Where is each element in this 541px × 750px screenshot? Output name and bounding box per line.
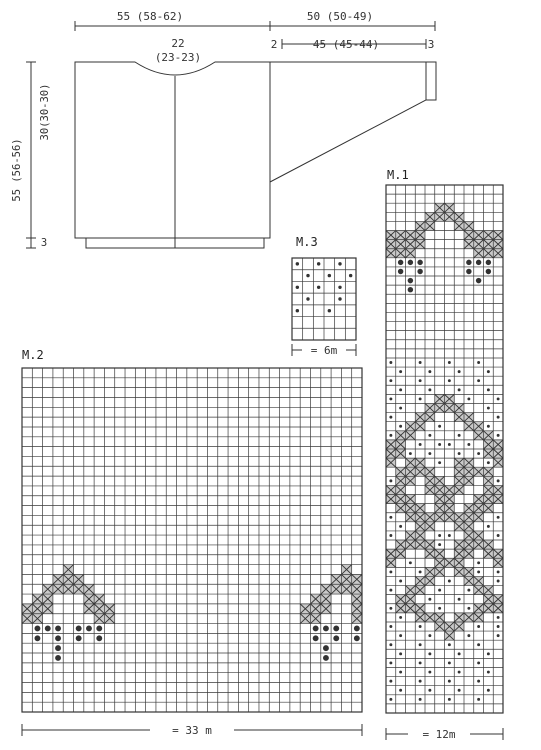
small-dot-stitch — [389, 534, 392, 537]
small-dot-stitch — [399, 370, 402, 373]
large-dot-stitch — [466, 269, 471, 274]
large-dot-stitch — [466, 260, 471, 265]
small-dot-stitch — [497, 516, 500, 519]
small-dot-stitch — [409, 452, 412, 455]
large-dot-stitch — [417, 260, 422, 265]
large-dot-stitch — [323, 655, 329, 661]
small-dot-stitch — [338, 262, 341, 265]
small-dot-stitch — [448, 661, 451, 664]
large-dot-stitch — [76, 626, 82, 632]
small-dot-stitch — [389, 625, 392, 628]
small-dot-stitch — [438, 607, 441, 610]
armhole-length-label: 30(30-30) — [39, 83, 51, 141]
small-dot-stitch — [497, 634, 500, 637]
large-dot-stitch — [96, 635, 102, 641]
sleeve-dimension-label: 45 (45-44) — [312, 38, 380, 51]
small-dot-stitch — [487, 689, 490, 692]
small-dot-stitch — [458, 388, 461, 391]
small-dot-stitch — [458, 598, 461, 601]
small-dot-stitch — [497, 580, 500, 583]
large-dot-stitch — [486, 269, 491, 274]
small-dot-stitch — [477, 625, 480, 628]
small-dot-stitch — [487, 461, 490, 464]
small-dot-stitch — [389, 516, 392, 519]
small-dot-stitch — [448, 580, 451, 583]
small-dot-stitch — [389, 361, 392, 364]
small-dot-stitch — [399, 388, 402, 391]
small-dot-stitch — [399, 580, 402, 583]
small-dot-stitch — [428, 634, 431, 637]
small-dot-stitch — [317, 286, 320, 289]
small-dot-stitch — [497, 479, 500, 482]
small-dot-stitch — [419, 379, 422, 382]
small-dot-stitch — [419, 443, 422, 446]
small-dot-stitch — [467, 634, 470, 637]
chart-m2-width-label: = 33 m — [172, 724, 212, 737]
sleeve-mark-left-label: 2 — [270, 38, 278, 51]
small-dot-stitch — [389, 570, 392, 573]
small-dot-stitch — [448, 698, 451, 701]
small-dot-stitch — [419, 570, 422, 573]
small-dot-stitch — [399, 525, 402, 528]
small-dot-stitch — [399, 689, 402, 692]
small-dot-stitch — [389, 589, 392, 592]
chart-m3-width-label: = 6m — [310, 344, 338, 357]
large-dot-stitch — [354, 626, 360, 632]
small-dot-stitch — [497, 397, 500, 400]
large-dot-stitch — [55, 645, 61, 651]
small-dot-stitch — [317, 262, 320, 265]
small-dot-stitch — [389, 397, 392, 400]
small-dot-stitch — [428, 652, 431, 655]
large-dot-stitch — [417, 269, 422, 274]
small-dot-stitch — [448, 534, 451, 537]
small-dot-stitch — [448, 379, 451, 382]
small-dot-stitch — [428, 452, 431, 455]
neck-width-alt-label: (23-23) — [154, 51, 202, 64]
small-dot-stitch — [477, 698, 480, 701]
large-dot-stitch — [476, 278, 481, 283]
top-left-dimension-label: 55 (58-62) — [116, 10, 184, 23]
large-dot-stitch — [55, 655, 61, 661]
small-dot-stitch — [389, 479, 392, 482]
small-dot-stitch — [399, 425, 402, 428]
small-dot-stitch — [428, 671, 431, 674]
small-dot-stitch — [487, 370, 490, 373]
small-dot-stitch — [296, 286, 299, 289]
total-length-label: 55 (56-56) — [11, 138, 23, 202]
small-dot-stitch — [328, 274, 331, 277]
sleeve-mark-right-label: 3 — [427, 38, 435, 51]
large-dot-stitch — [408, 260, 413, 265]
large-dot-stitch — [323, 626, 329, 632]
small-dot-stitch — [477, 570, 480, 573]
small-dot-stitch — [419, 361, 422, 364]
large-dot-stitch — [35, 626, 41, 632]
large-dot-stitch — [76, 635, 82, 641]
large-dot-stitch — [398, 260, 403, 265]
small-dot-stitch — [477, 643, 480, 646]
small-dot-stitch — [296, 309, 299, 312]
small-dot-stitch — [458, 689, 461, 692]
small-dot-stitch — [497, 416, 500, 419]
large-dot-stitch — [55, 635, 61, 641]
small-dot-stitch — [477, 661, 480, 664]
small-dot-stitch — [477, 361, 480, 364]
small-dot-stitch — [497, 625, 500, 628]
small-dot-stitch — [477, 680, 480, 683]
small-dot-stitch — [409, 561, 412, 564]
small-dot-stitch — [389, 698, 392, 701]
small-dot-stitch — [448, 643, 451, 646]
small-dot-stitch — [458, 671, 461, 674]
small-dot-stitch — [467, 397, 470, 400]
small-dot-stitch — [467, 443, 470, 446]
large-dot-stitch — [476, 260, 481, 265]
small-dot-stitch — [438, 425, 441, 428]
large-dot-stitch — [408, 287, 413, 292]
large-dot-stitch — [486, 260, 491, 265]
large-dot-stitch — [313, 626, 319, 632]
small-dot-stitch — [399, 616, 402, 619]
small-dot-stitch — [467, 589, 470, 592]
small-dot-stitch — [487, 407, 490, 410]
small-dot-stitch — [419, 680, 422, 683]
top-right-dimension-label: 50 (50-49) — [306, 10, 374, 23]
small-dot-stitch — [338, 297, 341, 300]
small-dot-stitch — [487, 652, 490, 655]
small-dot-stitch — [328, 309, 331, 312]
small-dot-stitch — [497, 434, 500, 437]
chart-m2-title: M.2 — [22, 348, 44, 362]
small-dot-stitch — [389, 416, 392, 419]
small-dot-stitch — [458, 452, 461, 455]
small-dot-stitch — [389, 661, 392, 664]
small-dot-stitch — [467, 607, 470, 610]
chart-m1-width-label: = 12m — [422, 728, 456, 741]
large-dot-stitch — [86, 626, 92, 632]
large-dot-stitch — [323, 645, 329, 651]
small-dot-stitch — [438, 443, 441, 446]
small-dot-stitch — [399, 634, 402, 637]
small-dot-stitch — [487, 388, 490, 391]
chart-m1-title: M.1 — [387, 168, 409, 182]
small-dot-stitch — [428, 370, 431, 373]
small-dot-stitch — [389, 643, 392, 646]
small-dot-stitch — [497, 570, 500, 573]
small-dot-stitch — [419, 643, 422, 646]
large-dot-stitch — [333, 635, 339, 641]
small-dot-stitch — [448, 361, 451, 364]
large-dot-stitch — [55, 626, 61, 632]
small-dot-stitch — [428, 388, 431, 391]
large-dot-stitch — [333, 626, 339, 632]
small-dot-stitch — [306, 297, 309, 300]
large-dot-stitch — [408, 278, 413, 283]
small-dot-stitch — [419, 397, 422, 400]
small-dot-stitch — [296, 262, 299, 265]
large-dot-stitch — [398, 269, 403, 274]
chart-m3-title: M.3 — [296, 235, 318, 249]
small-dot-stitch — [338, 286, 341, 289]
small-dot-stitch — [428, 689, 431, 692]
small-dot-stitch — [458, 434, 461, 437]
small-dot-stitch — [448, 680, 451, 683]
large-dot-stitch — [313, 635, 319, 641]
small-dot-stitch — [389, 379, 392, 382]
small-dot-stitch — [497, 616, 500, 619]
small-dot-stitch — [438, 543, 441, 546]
small-dot-stitch — [419, 698, 422, 701]
small-dot-stitch — [399, 652, 402, 655]
small-dot-stitch — [419, 661, 422, 664]
small-dot-stitch — [458, 652, 461, 655]
small-dot-stitch — [389, 680, 392, 683]
small-dot-stitch — [419, 625, 422, 628]
small-dot-stitch — [438, 461, 441, 464]
small-dot-stitch — [399, 671, 402, 674]
small-dot-stitch — [477, 379, 480, 382]
large-dot-stitch — [96, 626, 102, 632]
small-dot-stitch — [306, 274, 309, 277]
small-dot-stitch — [477, 452, 480, 455]
small-dot-stitch — [438, 589, 441, 592]
neck-width-label: 22 — [171, 37, 185, 50]
small-dot-stitch — [428, 598, 431, 601]
small-dot-stitch — [349, 274, 352, 277]
small-dot-stitch — [399, 407, 402, 410]
small-dot-stitch — [438, 534, 441, 537]
large-dot-stitch — [354, 635, 360, 641]
rib-length-label: 3 — [40, 237, 48, 249]
small-dot-stitch — [497, 534, 500, 537]
large-dot-stitch — [35, 635, 41, 641]
small-dot-stitch — [487, 425, 490, 428]
small-dot-stitch — [448, 443, 451, 446]
small-dot-stitch — [487, 671, 490, 674]
large-dot-stitch — [45, 626, 51, 632]
small-dot-stitch — [477, 561, 480, 564]
small-dot-stitch — [458, 370, 461, 373]
small-dot-stitch — [389, 607, 392, 610]
small-dot-stitch — [389, 434, 392, 437]
small-dot-stitch — [428, 434, 431, 437]
small-dot-stitch — [487, 525, 490, 528]
